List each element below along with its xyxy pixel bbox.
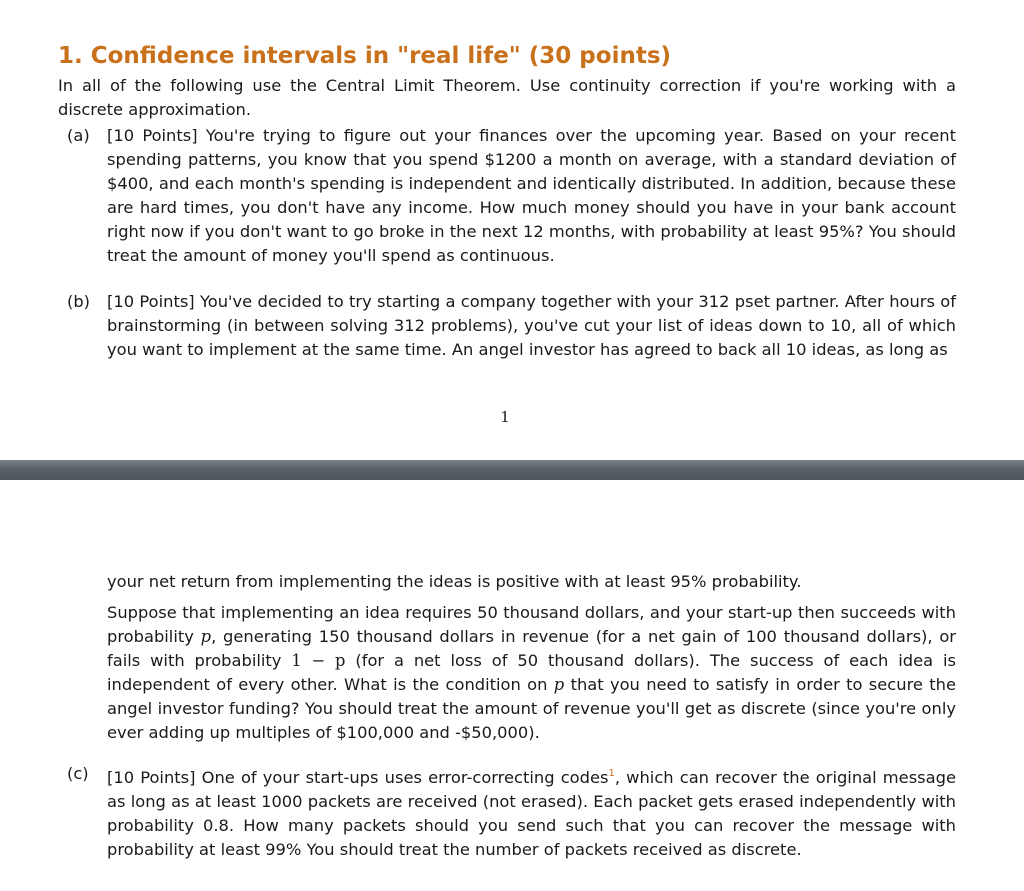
problem-c	[58, 762, 956, 862]
b-para2-part2: , generating 150 thousand dollars in revenue (for a net gain of 100 thousand dollars), or fails with probability	[107, 627, 956, 670]
intro-text: In all of the following use the Central Limit Theorem. Use continuity correction if you're working with a discrete approximation.	[58, 76, 956, 119]
c-part1: [10 Points] One of your start-ups uses error-correcting codes	[107, 768, 609, 787]
section-title: 1. Confidence intervals in "real life" (30 points)	[58, 43, 672, 69]
problem-b-continued	[58, 570, 956, 745]
problem-b-paragraph-2	[107, 601, 956, 745]
b-para2-part3: (for a net loss of 50 thousand dollars). The success of each idea is independent of every other. What is the condition on	[107, 651, 956, 694]
math-p-2: p	[553, 675, 565, 694]
problem-a-text: [10 Points] You're trying to figure out your finances over the upcoming year. Based on your recent spending patterns, you know that you spend $1200 a month on average, with a standard deviation of $400, and each month's spending is independent and identically distributed. In addition, because these are hard times, you don't have any income. How much money should you have in your bank account right now if you don't want to go broke in the next 12 months, with probability at least 95%? You should treat the amount of money you'll spend as continuous.	[107, 126, 956, 265]
problem-b-label: (b)	[67, 292, 91, 311]
problem-b	[58, 290, 956, 362]
problem-a	[58, 124, 956, 268]
problem-b-text-start: [10 Points] You've decided to try starting a company together with your 312 pset partner. After hours of brainstorming (in between solving 312 problems), you've cut your list of ideas down to 10, all of which you want to implement at the same time. An angel investor has agreed to back all 10 ideas, as long as	[107, 292, 956, 359]
math-p: p	[200, 627, 212, 646]
problem-c-text	[107, 762, 956, 862]
math-one-minus-p: 1 − p	[291, 651, 346, 670]
b-para2-part1: Suppose that implementing an idea requires 50 thousand dollars, and your start-up then succeeds with probability	[107, 603, 956, 646]
page-number: 1	[500, 408, 510, 426]
problem-a-label: (a)	[67, 126, 90, 145]
page-divider	[0, 460, 1024, 480]
footnote-link[interactable]: 1	[608, 768, 615, 779]
page-2	[0, 480, 1024, 891]
problem-b-text-cont: your net return from implementing the ideas is positive with at least 95% probability.	[107, 572, 802, 591]
b-para2-part4: that you need to satisfy in order to secure the angel investor funding? You should treat the amount of revenue you'll get as discrete (since you're only ever adding up multiples of $100,000 and -$50,000).	[107, 675, 956, 742]
page-2-content	[58, 570, 956, 862]
c-part2: , which can recover the original message as long as at least 1000 packets are received (not erased). Each packet gets erased independently with probability 0.8. How many packets should you send such that you can recover the message with probability at least 99% You should treat the number of packets received as discrete.	[107, 768, 956, 859]
page-1-content	[58, 74, 956, 362]
problem-c-label: (c)	[67, 764, 89, 783]
